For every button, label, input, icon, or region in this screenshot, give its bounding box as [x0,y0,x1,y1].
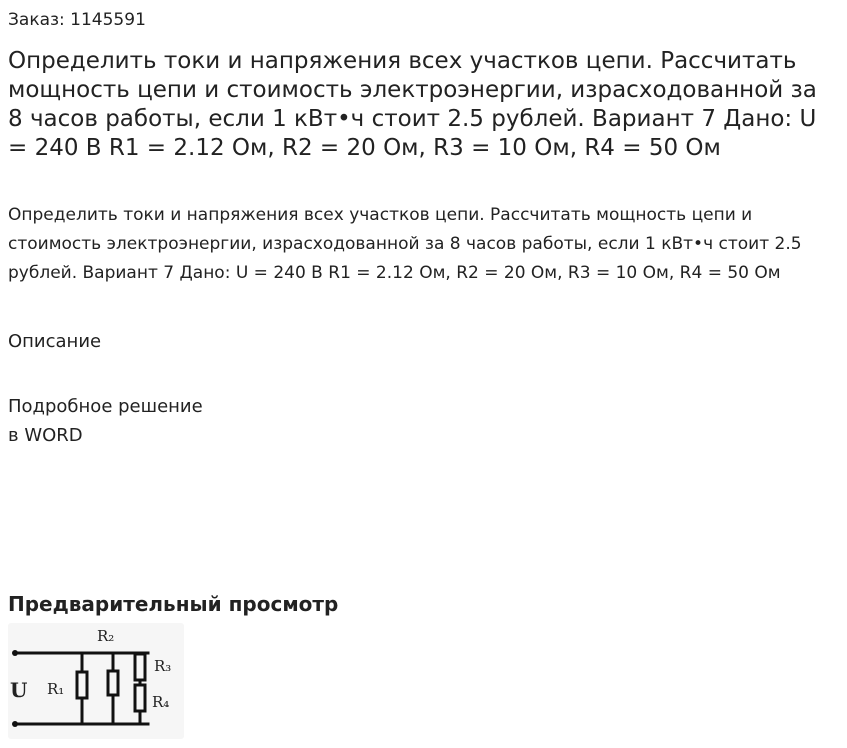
description-body [8,392,203,450]
description-line: Подробное решение [8,396,203,417]
r4-resistor [135,685,145,711]
terminal-bottom [12,721,18,727]
description-line: в WORD [8,425,83,446]
label-r1: R₁ [47,680,65,698]
label-u: U [10,678,28,702]
preview-heading: Предварительный просмотр [8,592,339,616]
page-title: Определить токи и напряжения всех участков цепи. Рассчитать мощность цепи и стоимость электроэнергии, израсходованной за 8 часов работы, если 1 кВт•ч стоит 2.5 рублей. Вариант 7 Дано: U = 240 В R1 = 2.12 Ом, R2 = 20 Ом, R3 = 10 Ом, R4 = 50 Ом [8,48,817,161]
terminal-top [12,650,18,656]
order-number: Заказ: 1145591 [8,10,146,30]
label-r3: R₃ [154,657,172,675]
preview-image[interactable] [8,623,184,739]
label-r2: R₂ [97,627,115,645]
description-heading: Описание [8,331,102,352]
circuit-diagram [8,623,184,739]
r1-resistor [77,672,87,698]
r3-resistor [135,654,145,680]
task-summary: Определить токи и напряжения всех участков цепи. Рассчитать мощность цепи и стоимость электроэнергии, израсходованной за 8 часов работы, если 1 кВт•ч стоит 2.5 рублей. Вариант 7 Дано: U = 240 В R1 = 2.12 Ом, R2 = 20 Ом, R3 = 10 Ом, R4 = 50 Ом [8,205,802,283]
r2-resistor [108,671,118,695]
label-r4: R₄ [152,693,170,711]
